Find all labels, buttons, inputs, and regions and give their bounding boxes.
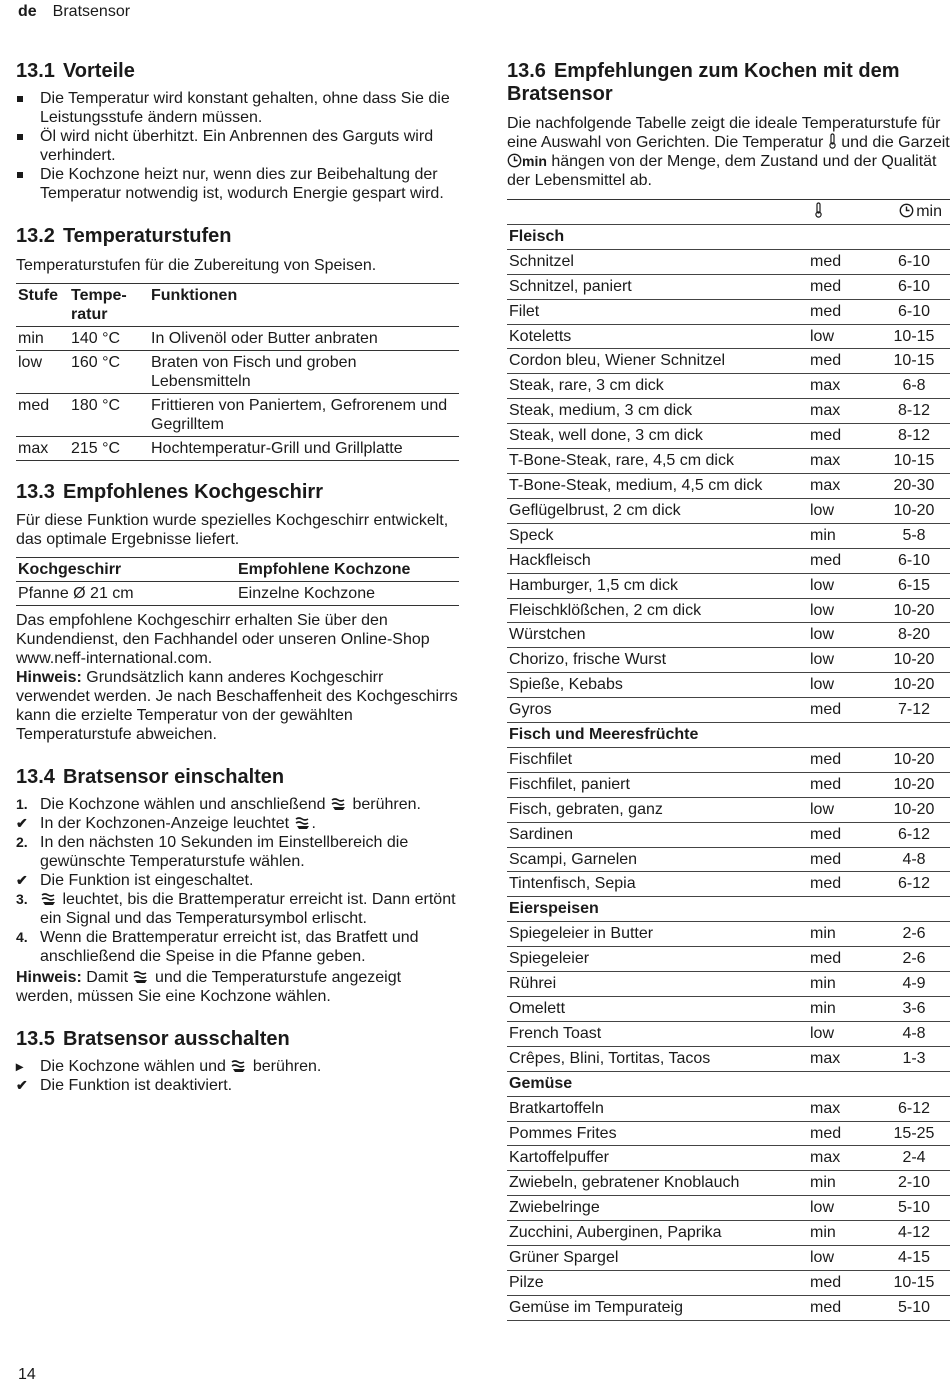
table-row: Fischfilet, paniert med 10-20 <box>507 772 950 797</box>
category-row: Fleisch <box>507 224 950 249</box>
section-intro: Für diese Funktion wurde spezielles Kochgeschirr entwickelt, das optimale Ergebnisse liefert. <box>16 512 449 548</box>
table-row: T-Bone-Steak, rare, 4,5 cm dick max 10-15 <box>507 449 950 474</box>
table-row: Fischfilet med 10-20 <box>507 747 950 772</box>
section-heading: 13.1 Vorteile <box>16 60 135 82</box>
table-row: Fisch, gebraten, ganz low 10-20 <box>507 797 950 822</box>
table-row: Gyros med 7-12 <box>507 698 950 723</box>
table-row: min 140 °C In Olivenöl oder Butter anbraten <box>16 327 459 351</box>
table-row: Fleischklößchen, 2 cm dick low 10-20 <box>507 598 950 623</box>
cooking-recommendations-table <box>507 199 950 1321</box>
switch-off-steps <box>16 1057 459 1095</box>
table-row: Kartoffelpuffer max 2-4 <box>507 1146 950 1171</box>
table-row: Steak, medium, 3 cm dick max 8-12 <box>507 399 950 424</box>
temperature-levels-table <box>16 283 459 461</box>
step: ▸ Die Kochzone wählen und berühren. <box>16 1058 322 1075</box>
section-13-3 <box>16 481 459 744</box>
section-13-1 <box>16 60 459 203</box>
right-column <box>507 60 950 1321</box>
advantages-list <box>16 89 459 203</box>
thermometer-icon <box>814 202 823 218</box>
table-row: Hackfleisch med 6-10 <box>507 548 950 573</box>
table-row: T-Bone-Steak, medium, 4,5 cm dick max 20-30 <box>507 473 950 498</box>
table-row: Steak, rare, 3 cm dick max 6-8 <box>507 374 950 399</box>
column-header: Kochgeschirr <box>18 561 122 578</box>
table-row: Zwiebelringe low 5-10 <box>507 1196 950 1221</box>
frying-sensor-icon <box>40 892 58 906</box>
table-row: med 180 °C Frittieren von Paniertem, Gefrorenem und Gegrilltem <box>16 394 459 437</box>
header-title: Bratsensor <box>52 3 131 20</box>
section-13-6 <box>507 60 950 1321</box>
category-row: Eierspeisen <box>507 897 950 922</box>
step: 1. Die Kochzone wählen und anschließend berühren. <box>16 796 421 813</box>
table-row: Geflügelbrust, 2 cm dick low 10-20 <box>507 498 950 523</box>
page-number: 14 <box>18 1366 36 1383</box>
category-row: Fisch und Meeresfrüchte <box>507 723 950 748</box>
table-row: Gemüse im Tempurateig med 5-10 <box>507 1295 950 1320</box>
list-item: Öl wird nicht überhitzt. Ein Anbrennen des Garguts wird verhindert. <box>16 127 459 165</box>
table-row: Würstchen low 8-20 <box>507 623 950 648</box>
table-row: Spiegeleier med 2-6 <box>507 947 950 972</box>
hint: Hinweis: Grundsätzlich kann anderes Kochgeschirr verwendet werden. Je nach Beschaffenheit des Kochgeschirrs kann die erzielte Temperatur von der gewählten Temperaturstufe abweichen. <box>16 669 458 743</box>
left-column <box>16 60 459 1095</box>
table-row: French Toast low 4-8 <box>507 1021 950 1046</box>
list-item: Die Kochzone heizt nur, wenn dies zur Beibehaltung der Temperatur notwendig ist, wodurch Energie gespart wird. <box>16 165 459 203</box>
section-heading: 13.5 Bratsensor ausschalten <box>16 1028 290 1050</box>
frying-sensor-icon <box>132 970 150 984</box>
table-row: Omelett min 3-6 <box>507 997 950 1022</box>
step: 4. Wenn die Brattemperatur erreicht ist, das Bratfett und anschließend die Speise in die Pfanne geben. <box>16 929 419 965</box>
table-row: Spiegeleier in Butter min 2-6 <box>507 922 950 947</box>
table-row: Schnitzel, paniert med 6-10 <box>507 274 950 299</box>
table-row: Crêpes, Blini, Tortitas, Tacos max 1-3 <box>507 1046 950 1071</box>
table-row: Speck min 5-8 <box>507 523 950 548</box>
frying-sensor-icon <box>230 1059 248 1073</box>
hint: Hinweis: Damit und die Temperaturstufe angezeigt werden, müssen Sie eine Kochzone wählen. <box>16 969 402 1005</box>
table-row: Bratkartoffeln max 6-12 <box>507 1096 950 1121</box>
table-row: Pommes Frites med 15-25 <box>507 1121 950 1146</box>
category-row: Gemüse <box>507 1071 950 1096</box>
frying-sensor-icon <box>294 816 312 830</box>
table-row: Hamburger, 1,5 cm dick low 6-15 <box>507 573 950 598</box>
table-row: Zucchini, Auberginen, Paprika min 4-12 <box>507 1221 950 1246</box>
section-intro: Temperaturstufen für die Zubereitung von Speisen. <box>16 257 377 274</box>
cookware-table <box>16 557 459 606</box>
section-heading: 13.3 Empfohlenes Kochgeschirr <box>16 481 323 503</box>
table-header-row <box>507 200 950 225</box>
table-row: Scampi, Garnelen med 4-8 <box>507 847 950 872</box>
time-column-label: min <box>916 203 942 220</box>
cookware-info: Das empfohlene Kochgeschirr erhalten Sie über den Kundendienst, den Fachhandel oder unseren Online-Shop www.neff-international.com. <box>16 612 430 667</box>
page-header <box>18 3 130 21</box>
table-row: Tintenfisch, Sepia med 6-12 <box>507 872 950 897</box>
section-13-2 <box>16 225 459 461</box>
table-row: Steak, well done, 3 cm dick med 8-12 <box>507 424 950 449</box>
frying-sensor-icon <box>330 797 348 811</box>
bullet-icon <box>17 172 23 178</box>
table-row: Pilze med 10-15 <box>507 1270 950 1295</box>
switch-on-steps <box>16 795 459 966</box>
section-13-4 <box>16 766 459 1006</box>
step: 2. In den nächsten 10 Sekunden im Einstellbereich die gewünschte Temperaturstufe wählen. <box>16 834 409 870</box>
section-heading: 13.2 Temperaturstufen <box>16 225 232 247</box>
table-header-row <box>16 284 459 327</box>
clock-icon <box>507 153 522 168</box>
bullet-icon <box>17 134 23 140</box>
column-header: Empfohlene Kochzone <box>238 561 411 578</box>
table-row: Pfanne Ø 21 cm Einzelne Kochzone <box>16 582 459 606</box>
thermometer-icon <box>828 133 837 149</box>
table-row: Sardinen med 6-12 <box>507 822 950 847</box>
step-result: ✔ In der Kochzonen-Anzeige leuchtet . <box>16 815 316 832</box>
table-row: Koteletts low 10-15 <box>507 324 950 349</box>
table-row: Filet med 6-10 <box>507 299 950 324</box>
section-13-5 <box>16 1028 459 1095</box>
column-header: Tempe-ratur <box>71 287 127 323</box>
table-row: Spieße, Kebabs low 10-20 <box>507 673 950 698</box>
column-header: Funktionen <box>151 287 238 304</box>
section-heading: 13.4 Bratsensor einschalten <box>16 766 285 788</box>
table-row: Chorizo, frische Wurst low 10-20 <box>507 648 950 673</box>
table-row: Schnitzel med 6-10 <box>507 249 950 274</box>
section-heading: 13.6 Empfehlungen zum Kochen mit dem Bratsensor <box>507 60 900 105</box>
list-item: Die Temperatur wird konstant gehalten, ohne dass Sie die Leistungsstufe ändern müssen. <box>16 89 459 127</box>
table-row: low 160 °C Braten von Fisch und groben Lebensmitteln <box>16 351 459 394</box>
clock-icon <box>899 203 914 218</box>
step-result: ✔ Die Funktion ist deaktiviert. <box>16 1077 233 1094</box>
column-header: Stufe <box>18 287 58 304</box>
step-result: ✔ Die Funktion ist eingeschaltet. <box>16 872 254 889</box>
table-row: Rührei min 4-9 <box>507 972 950 997</box>
table-header-row <box>16 558 459 582</box>
step: 3. leuchtet, bis die Brattemperatur erreicht ist. Dann ertönt ein Signal und das Temperatursymbol erlischt. <box>16 891 456 927</box>
table-row: Grüner Spargel low 4-15 <box>507 1246 950 1271</box>
table-row: max 215 °C Hochtemperatur-Grill und Grillplatte <box>16 437 459 461</box>
language-code: de <box>18 3 37 20</box>
table-row: Cordon bleu, Wiener Schnitzel med 10-15 <box>507 349 950 374</box>
section-intro: Die nachfolgende Tabelle zeigt die ideale Temperaturstufe für eine Auswahl von Gerichten. Die Temperatur und die Garzeit min hängen von der Menge, dem Zustand und der Qualität der Lebensmittel ab. <box>507 115 950 189</box>
bullet-icon <box>17 96 23 102</box>
table-row: Zwiebeln, gebratener Knoblauch min 2-10 <box>507 1171 950 1196</box>
